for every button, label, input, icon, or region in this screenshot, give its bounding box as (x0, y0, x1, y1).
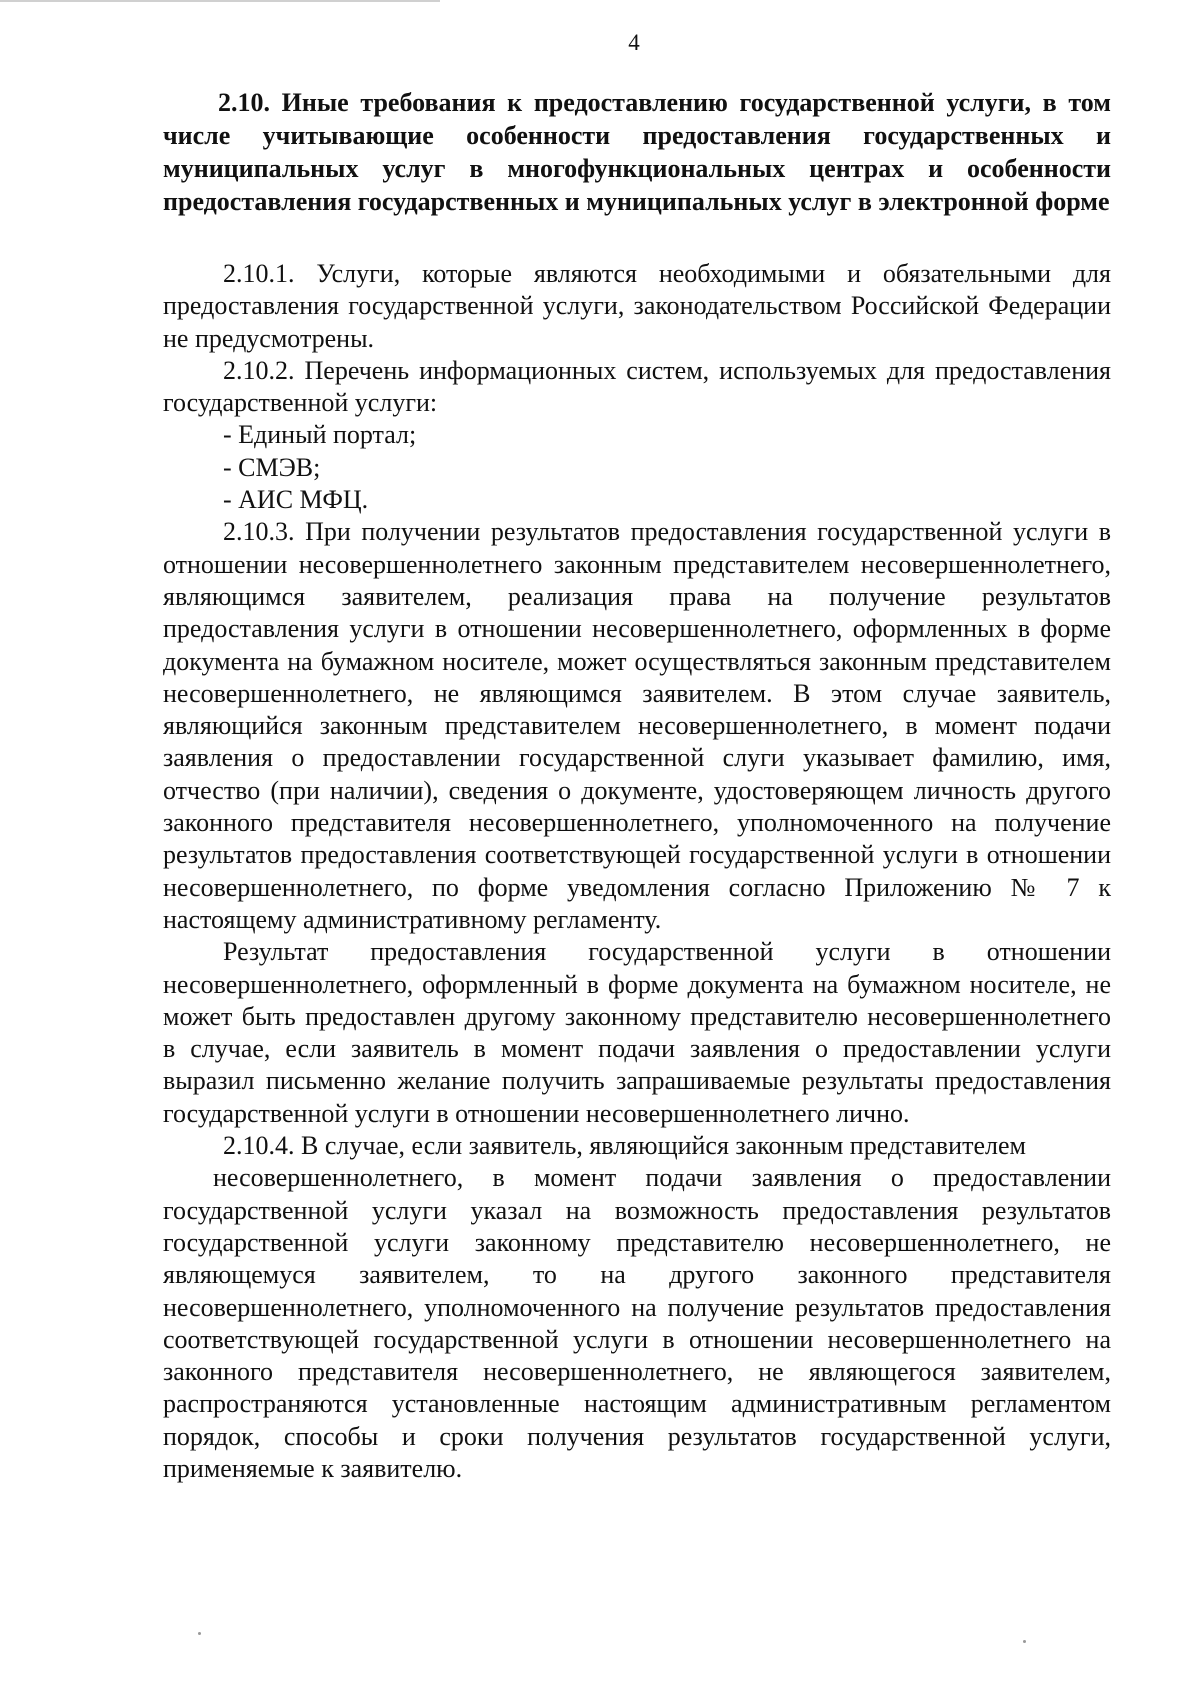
scan-edge-line (0, 0, 440, 2)
paragraph-result: Результат предоставления государственной услуги в отношении несовершеннолетнего, оформленный в форме документа на бумажном носителе, не может быть предоставлен другому законному представителю несовершеннолетнего в случае, если заявитель в момент подачи заявления о предоставлении услуги выразил письменно желание получить запрашиваемые результаты предоставления государственной услуги в отношении несовершеннолетнего лично. (163, 937, 1111, 1128)
list-item-ais-mfc: - АИС МФЦ. (223, 485, 369, 515)
paragraph-2-10-4 (163, 1130, 1111, 1485)
paragraph-2-10-4-body: несовершеннолетнего, в момент подачи заявления о предоставлении государственной услуги указал на возможность предоставления результатов государственной услуги законному представителю несовершеннолетнего, не являющемуся заявителем, то на другого законного представителя несовершеннолетнего, уполномоченного на получение результатов предоставления соответствующей государственной услуги в отношении несовершеннолетнего на законного представителя несовершеннолетнего, не являющегося заявителем, распространяются установленные настоящим административным регламентом порядок, способы и сроки получения результатов государственной услуги, применяемые к заявителю. (163, 1163, 1111, 1483)
scan-speck (198, 1632, 201, 1635)
scan-speck (1023, 1640, 1026, 1643)
paragraph-2-10-4-first-line: 2.10.4. В случае, если заявитель, являющийся законным представителем (223, 1131, 1026, 1161)
list-item-single-portal: - Единый портал; (223, 420, 417, 450)
paragraph-2-10-2: 2.10.2. Перечень информационных систем, используемых для предоставления государственной услуги: (163, 355, 1111, 418)
paragraph-2-10-3: 2.10.3. При получении результатов предоставления государственной услуги в отношении несовершеннолетнего законным представителем несовершеннолетнего, являющимся заявителем, реализация права на получение результатов предоставления услуги в отношении несовершеннолетнего, оформленных в форме документа на бумажном носителе, может осуществляться законным представителем несовершеннолетнего, не являющимся заявителем. В этом случае заявитель, являющийся законным представителем несовершеннолетнего, в момент подачи заявления о предоставлении государственной слуги указывает фамилию, имя, отчество (при наличии), сведения о документе, удостоверяющем личность другого законного представителя несовершеннолетнего, уполномоченного на получение результатов предоставления соответствующей государственной услуги в отношении несовершеннолетнего, по форме уведомления согласно Приложению № 7 к настоящему административному регламенту. (163, 517, 1111, 934)
list-item-smev: - СМЭВ; (223, 452, 321, 482)
section-text (163, 258, 1111, 1485)
section-heading: 2.10. Иные требования к предоставлению государственной услуги, в том числе учитывающие особенности предоставления государственных и муниципальных услуг в многофункциональных центрах и особенности предоставления государственных и муниципальных услуг в электронной форме (163, 88, 1111, 216)
paragraph-2-10-1: 2.10.1. Услуги, которые являются необходимыми и обязательными для предоставления государственной услуги, законодательством Российской Федерации не предусмотрены. (163, 259, 1111, 353)
page-number: 4 (628, 30, 640, 55)
document-body (163, 86, 1111, 1485)
